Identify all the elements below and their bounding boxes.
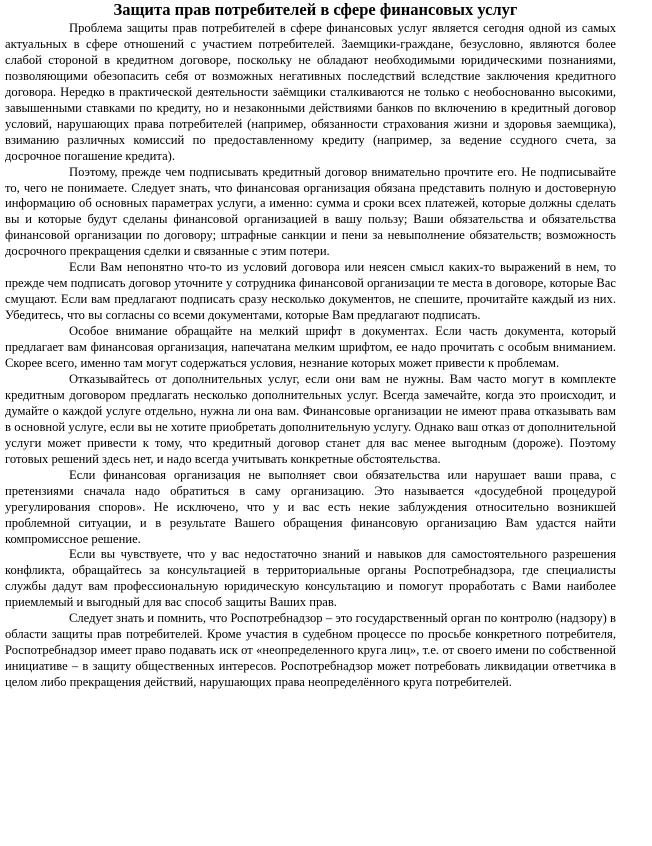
paragraph-small-print: Особое внимание обращайте на мелкий шрифт в документах. Если часть документа, который предлагает вам финансовая организация, напечатана мелким шрифтом, ее надо прочитать с особым вниманием. Скорее всего, именно там могут содержаться условия, незнание которых может привести к проблемам.: [5, 324, 616, 371]
paragraph-claims: Если финансовая организация не выполняет свои обязательства или нарушает ваши права, с претензиями сначала надо обратиться в саму организацию. Это называется «досудебной процедурой урегулирования споров». Не исключено, что у и вас есть некие заблуждения относительно возникшей проблемной ситуации, и в результате Вашего обращения финансовую организацию Вам удастся найти компромиссное решение.: [5, 467, 616, 546]
paragraph-clarify-terms: Если Вам непонятно что-то из условий договора или неясен смысл каких-то выражений в нем, то прежде чем подписать договор уточните у сотрудника финансовой организации те места в договоре, которые Вас смущают. Если вам предлагают подписать сразу несколько документов, не спешите, прочитайте каждый из них. Убедитесь, что вы согласны со всеми документами, которые Вам предлагают подписать.: [5, 260, 616, 323]
paragraph-problem: Проблема защиты прав потребителей в сфере финансовых услуг является сегодня одной из самых актуальных в сфере отношений с участием потребителей. Заемщики-граждане, безусловно, являются более слабой стороной в кредитном договоре, поскольку не обладают необходимыми юридическими познаниями, позволяющими обезопасить себя от возможных негативных последствий вследствие заключения кредитного договора. Нередко в практической деятельности заёмщики сталкиваются не только с необоснованно высокими, завышенными ставками по кредиту, но и незаконными действиями банков по включению в кредитный договор условий, нарушающих права потребителей (например, обязанности страхования жизни и здоровья заемщика), взиманию различных комиссий по предоставленному кредиту (например, за ведение ссудного счета, за досрочное погашение кредита).: [5, 21, 616, 163]
paragraph-read-contract: Поэтому, прежде чем подписывать кредитный договор внимательно прочтите его. Не подписывайте то, чего не понимаете. Следует знать, что финансовая организация обязана представить полную и достоверную информацию об основных параметрах услуги, а именно: сумма и сроки всех платежей, которые должны сделать вы и которые будут сделаны финансовой организацией в вашу пользу; Ваши обязательства и обязательства финансовой организации по договору; штрафные санкции и пени за невыполнение обязательств; возможность досрочного прекращения сделки и связанные с этим потери.: [5, 164, 616, 259]
document-title: Защита прав потребителей в сфере финансовых услуг: [113, 0, 518, 19]
paragraph-consultation: Если вы чувствуете, что у вас недостаточно знаний и навыков для самостоятельного разрешения конфликта, обращайтесь за консультацией в территориальные органы Роспотребнадзора, где специалисты службы дадут вам профессиональную юридическую консультацию и помогут проработать с Вами наиболее приемлемый и выгодный для вас способ защиты Ваших прав.: [5, 547, 616, 610]
paragraph-extra-services: Отказывайтесь от дополнительных услуг, если они вам не нужны. Вам часто могут в комплекте кредитным договором предлагать несколько дополнительных услуг. Всегда замечайте, когда это происходит, и думайте о каждой услуге отдельно, нужна ли она вам. Финансовые организации не имеют права отказывать вам в основной услуге, если вы не хотите приобретать дополнительную услугу. Однако ваш отказ от дополнительной услуги может привести к тому, что кредитный договор станет для вас менее выгодным (дороже). Поэтому готовых решений здесь нет, и надо всегда учитывать конкретные обстоятельства.: [5, 371, 616, 466]
document-page: [5, 0, 616, 691]
paragraph-rospotrebnadzor: Следует знать и помнить, что Роспотребнадзор – это государственный орган по контролю (надзору) в области защиты прав потребителей. Кроме участия в судебном процессе по просьбе конкретного потребителя, Роспотребнадзор имеет право подавать иск от «неопределенного круга лиц», т.е. от своего имени по собственной инициативе – в защиту общественных интересов. Роспотребнадзор может потребовать ликвидации ответчика в целом либо прекращения действий, нарушающих права неопределённого круга потребителей.: [5, 611, 616, 690]
